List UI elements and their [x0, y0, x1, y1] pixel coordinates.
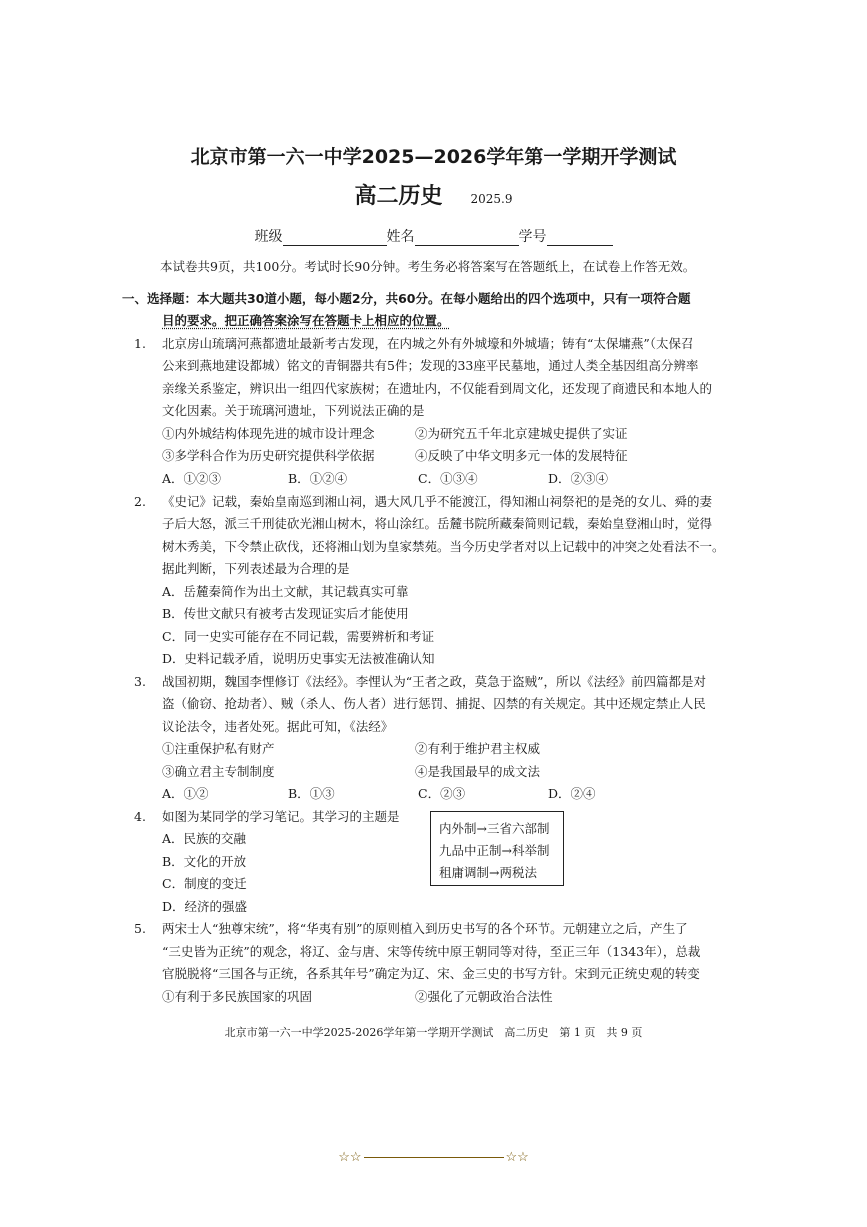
name-blank: [415, 231, 519, 246]
subject-label: 高二历史: [354, 183, 443, 209]
class-blank: [283, 231, 387, 246]
q3-option-b: B．①③: [288, 786, 335, 801]
star-icon: ☆☆: [505, 1150, 529, 1165]
q4-option-b: B．文化的开放: [162, 854, 247, 869]
q3-statement-3: ③确立君主专制制度: [162, 764, 275, 779]
student-info-fields: [0, 226, 867, 246]
q3-statement-4: ④是我国最早的成文法: [415, 764, 541, 779]
q5-stem-line: 官脱脱将“三国各与正统，各系其年号”确定为辽、宋、金三史的书写方针。宋到元正统史观的转变: [162, 966, 700, 981]
star-icon: ☆☆: [338, 1150, 362, 1165]
section-heading-cont: 目的要求。把正确答案涂写在答题卡上相应的位置。: [162, 313, 450, 328]
exam-date: 2025.9: [470, 192, 513, 206]
q3-stem-line: 盗（偷窃、抢劫者）、贼（杀人、伤人者）进行惩罚、捕捉、囚禁的有关规定。其中还规定禁止人民: [162, 696, 706, 711]
q3-statement-1: ①注重保护私有财产: [162, 741, 275, 756]
q2-number: 2.: [134, 494, 146, 509]
q3-stem-line: 议论法令，违者处死。据此可知，《法经》: [162, 719, 394, 734]
q2-option-d: D．史料记载矛盾，说明历史事实无法被准确认知: [162, 651, 435, 666]
q1-stem-line: 北京房山琉璃河燕都遗址最新考古发现，在内城之外有外城壕和外城墙；铸有“太保墉燕”（太保召: [162, 336, 694, 351]
exam-title: 北京市第一六一中学2025—2026学年第一学期开学测试: [190, 146, 677, 168]
q3-option-a: A．①②: [162, 786, 209, 801]
id-label: 学号: [518, 229, 547, 245]
q1-stem-line: 公来到燕地建设都城）铭文的青铜器共有5件；发现的33座平民墓地，通过人类全基因组高分辨率: [162, 358, 699, 373]
q3-option-d: D．②④: [548, 786, 596, 801]
q2-stem-line: 树木秀美，下令禁止砍伐，还将湘山划为皇家禁苑。当今历史学者对以上记载中的冲突之处看法不一。: [162, 539, 725, 554]
decorative-star-rule: [0, 1150, 867, 1165]
q5-number: 5.: [134, 921, 146, 936]
rule-divider: [364, 1157, 504, 1158]
q4-option-d: D．经济的强盛: [162, 899, 248, 914]
q1-option-d: D．②③④: [548, 471, 609, 486]
q1-option-a: A．①②③: [162, 471, 222, 486]
q1-statement-3: ③多学科合作为历史研究提供科学依据: [162, 448, 375, 463]
q4-option-c: C．制度的变迁: [162, 876, 247, 891]
q4-number: 4.: [134, 809, 146, 824]
q5-stem-line: 两宋士人“独尊宋统”，将“华夷有别”的原则植入到历史书写的各个环节。元朝建立之后，产生了: [162, 921, 688, 936]
q4-option-a: A．民族的交融: [162, 831, 247, 846]
q4-stem: 如图为某同学的学习笔记。其学习的主题是: [162, 809, 400, 824]
q1-stem-line: 文化因素。关于琉璃河遗址，下列说法正确的是: [162, 403, 425, 418]
q2-option-c: C．同一史实可能存在不同记载，需要辨析和考证: [162, 629, 435, 644]
q1-option-c: C．①③④: [418, 471, 478, 486]
page-footer: 北京市第一六一中学2025-2026学年第一学期开学测试 高二历史 第 1 页 共 9 页: [224, 1026, 643, 1039]
q1-statement-1: ①内外城结构体现先进的城市设计理念: [162, 426, 375, 441]
name-label: 姓名: [386, 229, 415, 245]
q3-option-c: C．②③: [418, 786, 466, 801]
q2-stem-line: 子后大怒，派三千刑徒砍光湘山树木，将山涂红。岳麓书院所藏秦简则记载，秦始皇登湘山时，觉得: [162, 516, 713, 531]
q2-option-b: B．传世文献只有被考古发现证实后才能使用: [162, 606, 409, 621]
q5-statement-2: ②强化了元朝政治合法性: [415, 989, 553, 1004]
q3-statement-2: ②有利于维护君主权威: [415, 741, 541, 756]
q1-stem-line: 亲缘关系鉴定，辨识出一组四代家族树；在遗址内，不仅能看到周文化，还发现了商遗民和本地人的: [162, 381, 713, 396]
q3-number: 3.: [134, 674, 146, 689]
exam-subtitle: [0, 179, 867, 210]
q5-stem-line: “三史皆为正统”的观念，将辽、金与唐、宋等传统中原王朝同等对待，至正三年（1343年），总裁: [162, 944, 701, 959]
q5-statement-1: ①有利于多民族国家的巩固: [162, 989, 313, 1004]
q1-option-b: B．①②④: [288, 471, 348, 486]
q1-number: 1.: [134, 336, 146, 351]
q1-statement-4: ④反映了中华文明多元一体的发展特征: [415, 448, 628, 463]
note-line: 租庸调制→两税法: [439, 865, 537, 880]
study-notes-box: [430, 811, 564, 886]
id-blank: [547, 231, 613, 246]
class-label: 班级: [254, 229, 283, 245]
exam-instructions: 本试卷共9页，共100分。考试时长90分钟。考生务必将答案写在答题纸上，在试卷上作答无效。: [160, 259, 696, 274]
q3-stem-line: 战国初期，魏国李悝修订《法经》。李悝认为“王者之政，莫急于盗贼”，所以《法经》前四篇都是对: [162, 674, 707, 689]
q1-statement-2: ②为研究五千年北京建城史提供了实证: [415, 426, 628, 441]
note-line: 九品中正制→科举制: [439, 843, 550, 858]
section-heading: 一、选择题：本大题共30道小题，每小题2分，共60分。在每小题给出的四个选项中，只有一项符合题: [122, 291, 691, 306]
q2-stem-line: 《史记》记载，秦始皇南巡到湘山祠，遇大风几乎不能渡江，得知湘山祠祭祀的是尧的女儿、舜的妻: [162, 494, 713, 509]
note-line: 内外制→三省六部制: [439, 821, 550, 836]
q2-option-a: A．岳麓秦简作为出土文献，其记载真实可靠: [162, 584, 409, 599]
q2-stem-line: 据此判断，下列表述最为合理的是: [162, 561, 350, 576]
